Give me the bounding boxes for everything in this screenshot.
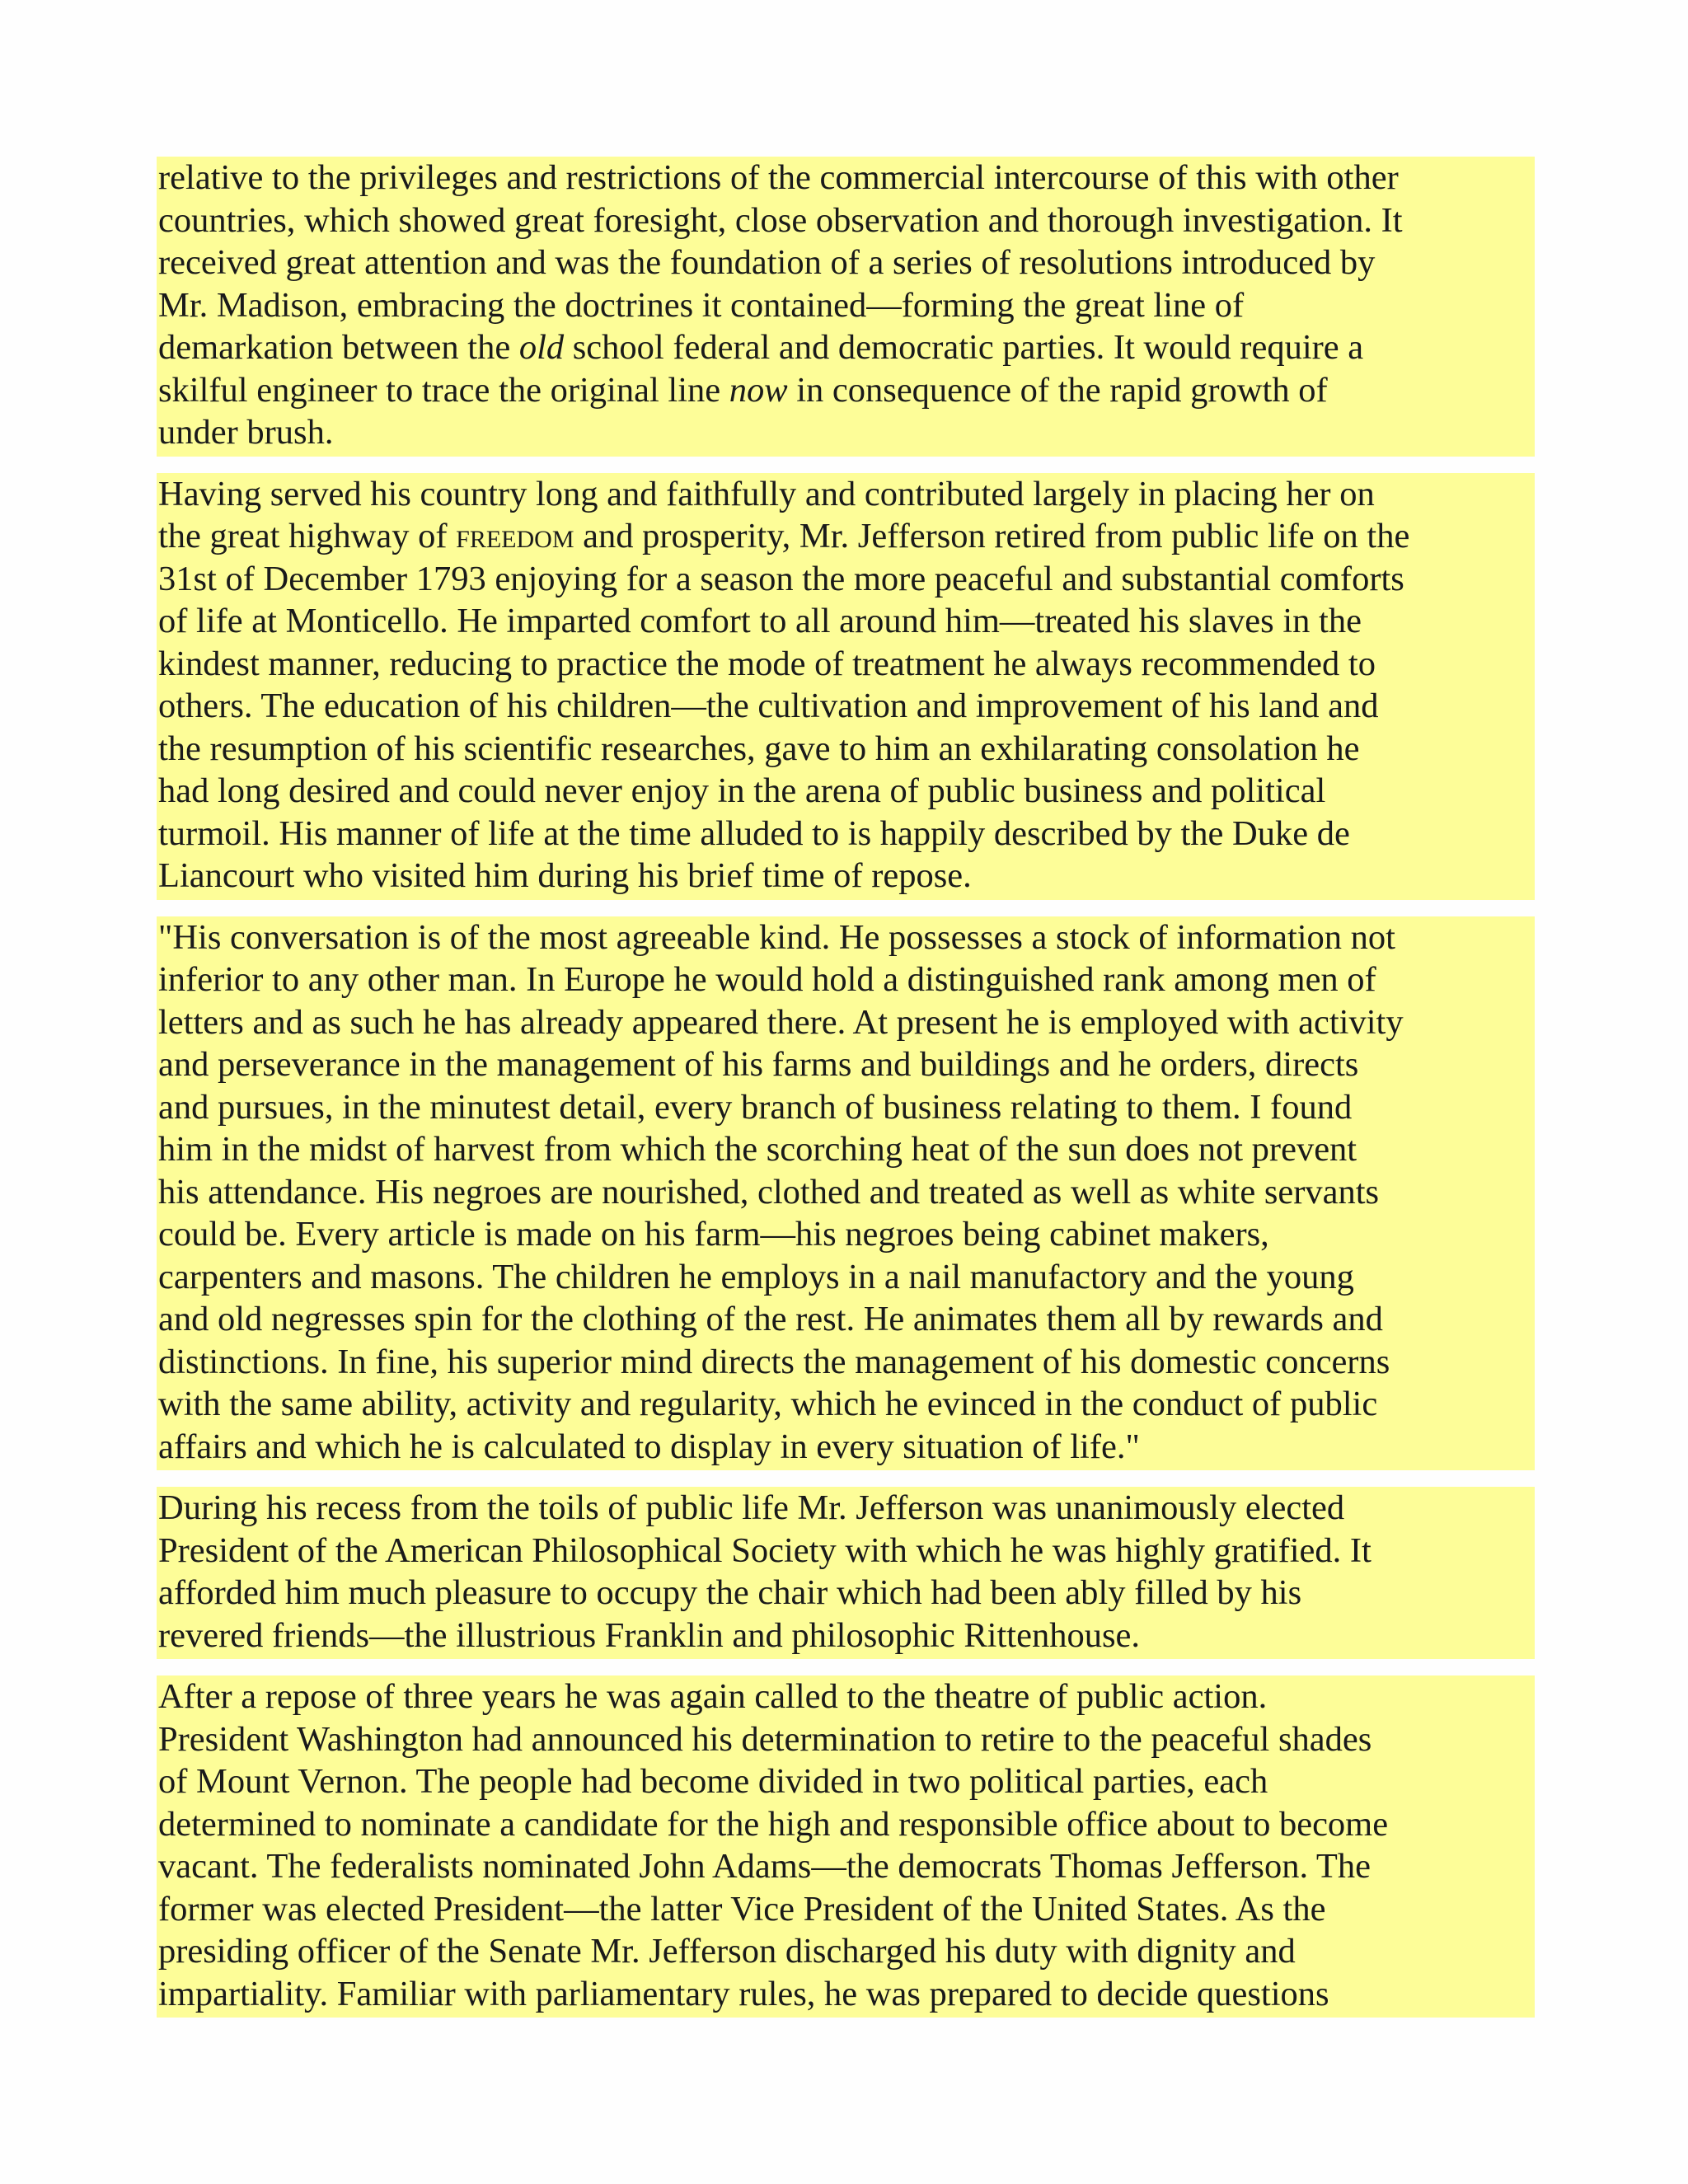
text-line [158, 1341, 1533, 1384]
text-segment: under brush. [158, 413, 334, 452]
paragraph [157, 1487, 1535, 1659]
paragraph [157, 916, 1535, 1471]
text-line [158, 1718, 1533, 1761]
text-segment: and pursues, in the minutest detail, every branch of business relating to them. I found [158, 1087, 1353, 1127]
text-line [158, 1973, 1533, 2016]
text-segment: countries, which showed great foresight, close observation and thorough investigation. It [158, 200, 1403, 240]
text-segment: skilful engineer to trace the original line [158, 370, 729, 410]
text-line [158, 1530, 1533, 1572]
text-segment: the resumption of his scientific researches, gave to him an exhilarating consolation he [158, 729, 1360, 768]
text-segment: had long desired and could never enjoy in the arena of public business and political [158, 771, 1326, 810]
italic-text: now [729, 370, 788, 410]
text-segment: of life at Monticello. He imparted comfort to all around him—treated his slaves in the [158, 602, 1362, 640]
text-segment: inferior to any other man. In Europe he would hold a distinguished rank among men of [158, 960, 1376, 999]
text-line [158, 1930, 1533, 1973]
text-segment: 31st of December 1793 enjoying for a season the more peaceful and substantial comforts [158, 559, 1404, 598]
text-segment: former was elected President—the latter Vice President of the United States. As the [158, 1889, 1326, 1929]
text-line [158, 1086, 1533, 1129]
text-segment: revered friends—the illustrious Franklin and philosophic Rittenhouse. [158, 1615, 1140, 1655]
text-line [158, 473, 1533, 516]
text-segment: determined to nominate a candidate for the high and responsible office about to become [158, 1804, 1389, 1844]
text-segment: the great highway of [158, 517, 457, 555]
text-line [158, 1256, 1533, 1299]
text-line [158, 643, 1533, 686]
text-line [158, 1426, 1533, 1469]
text-line [158, 241, 1533, 284]
text-segment: others. The education of his children—the cultivation and improvement of his land and [158, 687, 1379, 725]
text-line [158, 728, 1533, 771]
text-line [158, 1572, 1533, 1615]
text-segment: Mr. Madison, embracing the doctrines it contained—forming the great line of [158, 285, 1245, 325]
text-segment: Liancourt who visited him during his brief time of repose. [158, 856, 972, 895]
text-segment: received great attention and was the foundation of a series of resolutions introduced by [158, 243, 1376, 282]
text-line [158, 1615, 1533, 1657]
text-line [158, 770, 1533, 813]
text-line [158, 958, 1533, 1001]
text-line [158, 1675, 1533, 1718]
text-line [158, 157, 1533, 199]
text-line [158, 284, 1533, 327]
text-line [158, 1171, 1533, 1214]
text-line [158, 1383, 1533, 1426]
text-segment: Having served his country long and faithfully and contributed largely in placing her on [158, 474, 1375, 513]
text-segment: turmoil. His manner of life at the time alluded to is happily described by the Duke de [158, 813, 1350, 853]
text-line [158, 1001, 1533, 1044]
text-segment: During his recess from the toils of public life Mr. Jefferson was unanimously elected [158, 1488, 1345, 1527]
text-segment: of Mount Vernon. The people had become divided in two political parties, each [158, 1762, 1268, 1801]
text-segment: afforded him much pleasure to occupy the chair which had been ably filled by his [158, 1573, 1302, 1612]
paragraph [157, 473, 1535, 900]
text-line [158, 855, 1533, 898]
text-segment: relative to the privileges and restrictions of the commercial intercourse of this with other [158, 158, 1399, 197]
text-segment: After a repose of three years he was again called to the theatre of public action. [158, 1677, 1268, 1716]
text-segment: kindest manner, reducing to practice the mode of treatment he always recommended to [158, 644, 1376, 683]
text-segment: presiding officer of the Senate Mr. Jefferson discharged his duty with dignity and [158, 1932, 1296, 1971]
text-line [158, 515, 1533, 558]
text-line [158, 199, 1533, 242]
text-segment: could be. Every article is made on his farm—his negroes being cabinet makers, [158, 1215, 1269, 1254]
text-segment: President of the American Philosophical Society with which he was highly gratified. It [158, 1530, 1372, 1570]
text-line [158, 1888, 1533, 1931]
text-segment: vacant. The federalists nominated John Adams—the democrats Thomas Jefferson. The [158, 1847, 1372, 1886]
text-segment: impartiality. Familiar with parliamentary rules, he was prepared to decide questions [158, 1974, 1329, 2013]
text-segment: school federal and democratic parties. It would require a [564, 328, 1364, 367]
paragraph [157, 157, 1535, 457]
text-segment: letters and as such he has already appeared there. At present he is employed with activity [158, 1002, 1404, 1042]
small-caps-text: freedom [456, 517, 574, 555]
text-segment: him in the midst of harvest from which the scorching heat of the sun does not prevent [158, 1130, 1357, 1169]
text-line [158, 1213, 1533, 1256]
text-line [158, 1845, 1533, 1888]
text-line [158, 1043, 1533, 1086]
text-segment: with the same ability, activity and regularity, which he evinced in the conduct of public [158, 1385, 1378, 1423]
text-line [158, 1128, 1533, 1171]
text-line [158, 813, 1533, 855]
text-segment: and prosperity, Mr. Jefferson retired from public life on the [574, 517, 1410, 555]
text-segment: President Washington had announced his determination to retire to the peaceful shades [158, 1719, 1372, 1759]
text-segment: and old negresses spin for the clothing of the rest. He animates them all by rewards and [158, 1300, 1383, 1338]
text-line [158, 685, 1533, 728]
text-line [158, 369, 1533, 412]
text-segment: and perseverance in the management of his farms and buildings and he orders, directs [158, 1045, 1359, 1084]
text-segment: distinctions. In fine, his superior mind directs the management of his domestic concerns [158, 1342, 1390, 1381]
document-page [157, 157, 1535, 2034]
text-line [158, 1760, 1533, 1803]
text-line [158, 1803, 1533, 1846]
text-segment: demarkation between the [158, 328, 519, 367]
text-line [158, 916, 1533, 959]
text-segment: affairs and which he is calculated to display in every situation of life." [158, 1427, 1140, 1466]
text-line [158, 558, 1533, 601]
text-segment: carpenters and masons. The children he employs in a nail manufactory and the young [158, 1257, 1354, 1296]
text-line [158, 326, 1533, 369]
italic-text: old [518, 328, 565, 367]
text-segment: his attendance. His negroes are nourished, clothed and treated as well as white servants [158, 1172, 1380, 1212]
text-line [158, 411, 1533, 454]
text-line [158, 1298, 1533, 1341]
text-segment: "His conversation is of the most agreeable kind. He possesses a stock of information not [158, 917, 1395, 957]
text-line [158, 600, 1533, 643]
text-segment: in consequence of the rapid growth of [787, 370, 1328, 410]
text-line [158, 1487, 1533, 1530]
paragraph [157, 1675, 1535, 2018]
